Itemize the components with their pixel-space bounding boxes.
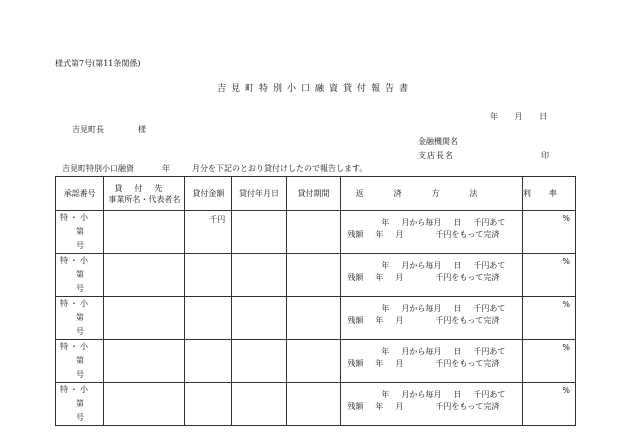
approval-dai: 第: [76, 356, 84, 365]
report-text: 月分を下記のとおり貸付けしたので報告します。: [192, 164, 368, 173]
loan-date-cell[interactable]: [232, 254, 287, 297]
approval-no-cell[interactable]: [56, 211, 104, 254]
method-start-year: 年: [381, 218, 390, 227]
method-end-year: 年: [375, 230, 384, 239]
document-title: 吉見町特別小口融資貸付報告書: [216, 84, 413, 94]
period-cell[interactable]: [286, 340, 341, 383]
approval-go: 号: [76, 327, 84, 336]
rate-unit: %: [562, 386, 570, 395]
method-line-2: [347, 229, 499, 240]
method-day: 日: [453, 218, 462, 227]
approval-go: 号: [76, 284, 84, 293]
approval-number: [60, 354, 103, 382]
method-day: 日: [453, 390, 462, 399]
method-start-year: 年: [381, 347, 390, 356]
lender-cell[interactable]: [104, 254, 185, 297]
approval-go: 号: [76, 241, 84, 250]
table-row: [56, 297, 576, 340]
header-period: 貸付期間: [286, 177, 341, 211]
method-monthly: 月から毎月: [401, 304, 442, 313]
approval-prefix: 特・小: [60, 213, 90, 222]
method-end-year: 年: [375, 316, 384, 325]
header-method: 返済方法: [341, 177, 522, 211]
method-per-amount: 千円あて: [473, 390, 506, 399]
method-monthly: 月から毎月: [401, 218, 442, 227]
method-day: 日: [453, 347, 462, 356]
rate-unit: %: [562, 214, 570, 223]
method-monthly: 月から毎月: [401, 261, 442, 270]
header-lender-top: 貸付先: [114, 183, 175, 193]
bank-name-label: 金融機関名: [418, 137, 458, 146]
amount-cell[interactable]: [185, 297, 232, 340]
seal-mark: 印: [541, 151, 549, 160]
header-lender-bottom: 事業所名・代表者名: [108, 194, 181, 204]
branch-manager-label: 支店長名: [418, 151, 454, 160]
method-cell[interactable]: [341, 254, 522, 297]
approval-number: [60, 397, 103, 425]
rate-cell[interactable]: [522, 297, 575, 340]
lender-cell[interactable]: [104, 211, 185, 254]
method-start-year: 年: [381, 261, 390, 270]
method-monthly: 月から毎月: [401, 390, 442, 399]
method-cell[interactable]: [341, 340, 522, 383]
method-balance: 残額: [347, 273, 364, 282]
form-number: 様式第7号(第11条関係): [55, 59, 141, 68]
date-month: 月: [514, 112, 523, 121]
report-date: [490, 111, 547, 122]
method-line-2: [347, 315, 499, 326]
method-line-1: [381, 303, 505, 314]
method-complete: 千円をもって完済: [435, 230, 500, 239]
method-end-month: 月: [395, 359, 404, 368]
date-year: 年: [490, 112, 498, 121]
approval-number: [60, 268, 103, 296]
table-row: [56, 340, 576, 383]
addressee-honorific: 様: [138, 125, 146, 134]
amount-cell[interactable]: [185, 340, 232, 383]
approval-prefix: 特・小: [60, 342, 90, 351]
rate-unit: %: [562, 343, 570, 352]
method-monthly: 月から毎月: [401, 347, 442, 356]
lender-cell[interactable]: [104, 340, 185, 383]
header-approval-no: 承認番号: [56, 177, 104, 211]
report-prefix: 吉見町特別小口融資: [62, 164, 134, 173]
approval-no-cell[interactable]: [56, 297, 104, 340]
method-line-1: [381, 346, 505, 357]
method-cell[interactable]: [341, 297, 522, 340]
header-loan-date: 貸付年月日: [232, 177, 287, 211]
header-rate: 利率: [522, 177, 575, 211]
loan-date-cell[interactable]: [232, 383, 287, 426]
method-balance: 残額: [347, 230, 364, 239]
date-day: 日: [539, 112, 548, 121]
amount-cell[interactable]: [185, 211, 232, 254]
method-balance: 残額: [347, 402, 364, 411]
method-cell[interactable]: [341, 383, 522, 426]
rate-unit: %: [562, 300, 570, 309]
method-start-year: 年: [381, 390, 390, 399]
approval-number: [60, 311, 103, 339]
method-end-month: 月: [395, 402, 404, 411]
loan-date-cell[interactable]: [232, 297, 287, 340]
period-cell[interactable]: [286, 211, 341, 254]
approval-dai: 第: [76, 399, 84, 408]
method-complete: 千円をもって完済: [435, 359, 500, 368]
lender-cell[interactable]: [104, 297, 185, 340]
approval-no-cell[interactable]: [56, 340, 104, 383]
amount-cell[interactable]: [185, 254, 232, 297]
method-line-2: [347, 358, 499, 369]
method-end-month: 月: [395, 316, 404, 325]
method-line-1: [381, 217, 505, 228]
loan-date-cell[interactable]: [232, 211, 287, 254]
approval-no-cell[interactable]: [56, 383, 104, 426]
period-cell[interactable]: [286, 297, 341, 340]
method-line-2: [347, 272, 499, 283]
method-end-month: 月: [395, 230, 404, 239]
approval-prefix: 特・小: [60, 385, 90, 394]
rate-unit: %: [562, 257, 570, 266]
table-row: [56, 383, 576, 426]
loan-report-table: [55, 176, 576, 426]
method-balance: 残額: [347, 359, 364, 368]
loan-date-cell[interactable]: [232, 340, 287, 383]
method-balance: 残額: [347, 316, 364, 325]
approval-go: 号: [76, 413, 84, 422]
approval-dai: 第: [76, 270, 84, 279]
approval-prefix: 特・小: [60, 256, 90, 265]
lender-cell[interactable]: [104, 383, 185, 426]
method-end-month: 月: [395, 273, 404, 282]
method-complete: 千円をもって完済: [435, 316, 500, 325]
method-complete: 千円をもって完済: [435, 402, 500, 411]
approval-prefix: 特・小: [60, 299, 90, 308]
method-end-year: 年: [375, 359, 384, 368]
method-line-1: [381, 260, 505, 271]
amount-cell[interactable]: [185, 383, 232, 426]
method-per-amount: 千円あて: [473, 304, 506, 313]
addressee-name: 吉見町長: [72, 125, 104, 134]
report-year: 年: [162, 164, 170, 173]
method-line-2: [347, 401, 499, 412]
rate-cell[interactable]: [522, 383, 575, 426]
approval-go: 号: [76, 370, 84, 379]
rate-cell[interactable]: [522, 211, 575, 254]
header-amount: 貸付金額: [185, 177, 232, 211]
period-cell[interactable]: [286, 254, 341, 297]
approval-dai: 第: [76, 227, 84, 236]
approval-no-cell[interactable]: [56, 254, 104, 297]
approval-number: [60, 225, 103, 253]
report-statement: [62, 163, 367, 174]
rate-cell[interactable]: [522, 340, 575, 383]
method-per-amount: 千円あて: [473, 347, 506, 356]
addressee: [72, 124, 146, 135]
method-end-year: 年: [375, 402, 384, 411]
approval-dai: 第: [76, 313, 84, 322]
amount-unit: 千円: [209, 215, 226, 224]
period-cell[interactable]: [286, 383, 341, 426]
method-per-amount: 千円あて: [473, 261, 506, 270]
table-header-row: [56, 177, 576, 211]
table-row: [56, 254, 576, 297]
method-day: 日: [453, 261, 462, 270]
table-row: [56, 211, 576, 254]
method-line-1: [381, 389, 505, 400]
method-per-amount: 千円あて: [473, 218, 506, 227]
method-start-year: 年: [381, 304, 390, 313]
header-lender: [104, 177, 185, 211]
method-cell[interactable]: [341, 211, 522, 254]
method-complete: 千円をもって完済: [435, 273, 500, 282]
rate-cell[interactable]: [522, 254, 575, 297]
method-day: 日: [453, 304, 462, 313]
method-end-year: 年: [375, 273, 384, 282]
